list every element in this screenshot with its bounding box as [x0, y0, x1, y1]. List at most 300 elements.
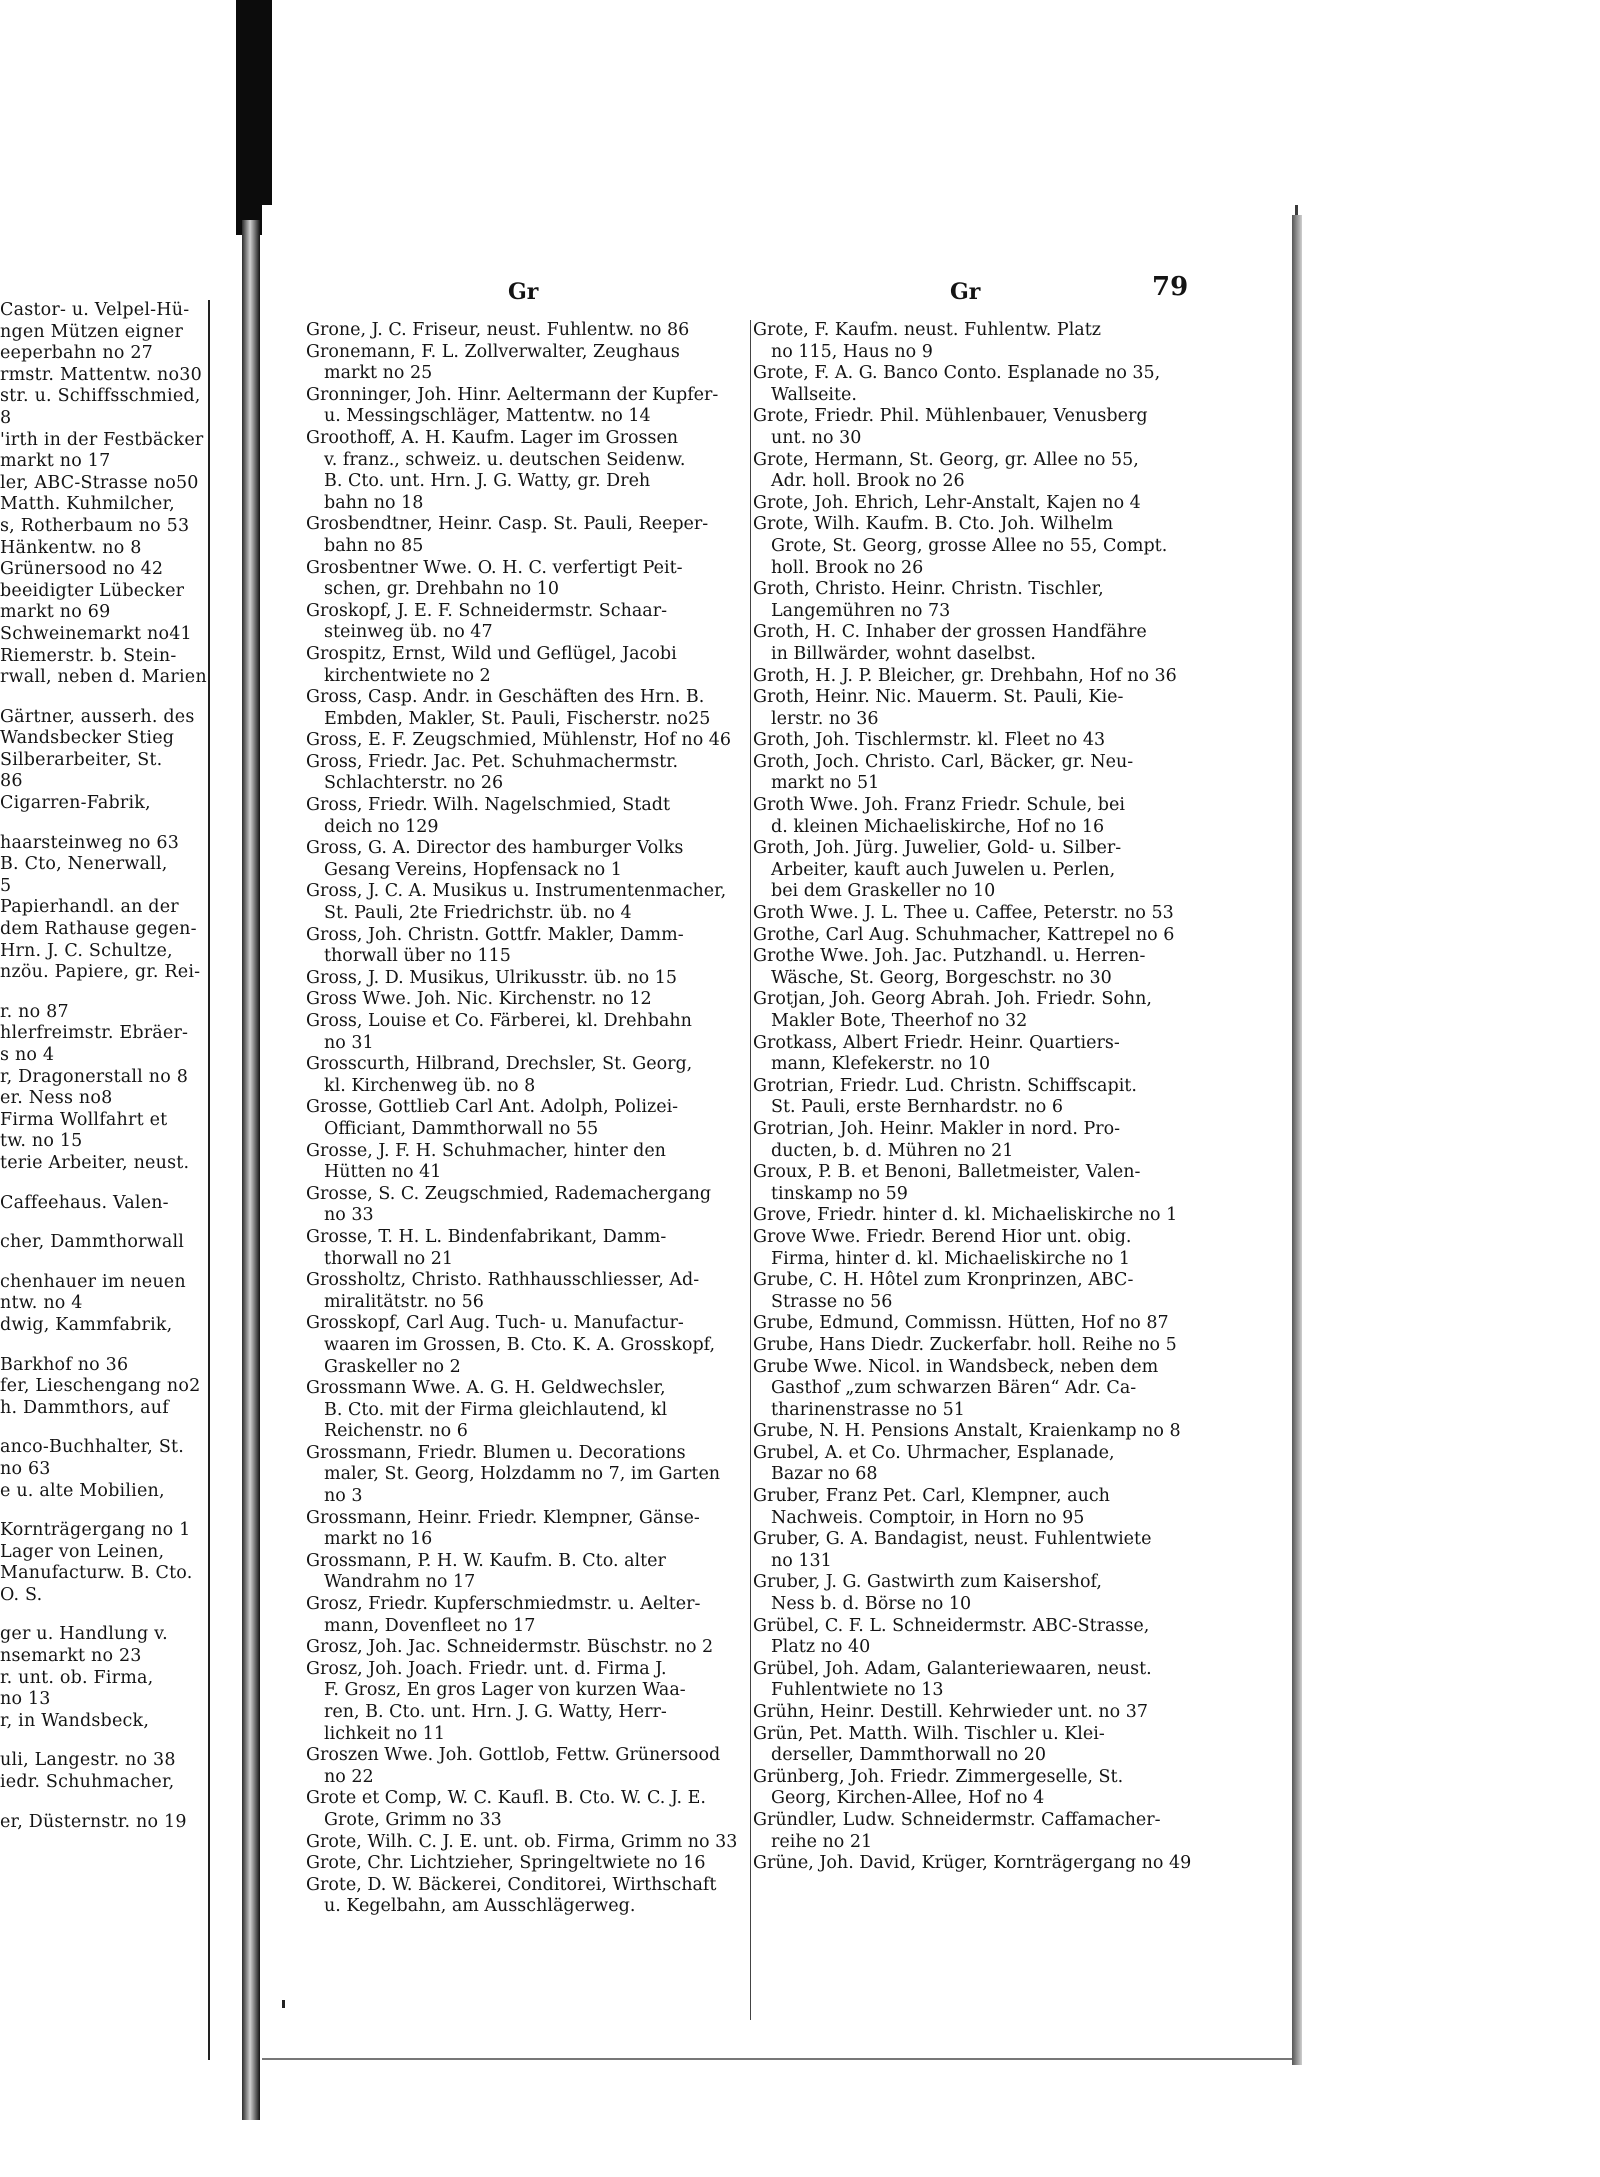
entry-name-line: Grosz, Joh. Joach. Friedr. unt. d. Firma J. — [306, 1658, 667, 1679]
entry-continuation-line: Wäsche, St. Georg, Borgeschstr. no 30 — [771, 967, 1112, 988]
entry-name-line: Grube, C. H. Hôtel zum Kronprinzen, ABC- — [753, 1270, 1134, 1291]
entry-name-line: Groth, H. C. Inhaber der grossen Handfähre — [753, 622, 1147, 643]
left-page-line: no 13 — [0, 1689, 51, 1710]
entry-continuation-line: holl. Brook no 26 — [771, 557, 924, 578]
entry-name-line: Grote, Wilh. Kaufm. B. Cto. Joh. Wilhelm — [753, 514, 1114, 535]
left-page-line — [0, 1337, 208, 1355]
entry-name-line: Gross Wwe. Joh. Nic. Kirchenstr. no 12 — [306, 989, 652, 1010]
left-page-line: anco-Buchhalter, St. — [0, 1437, 184, 1458]
entry-name-line: Grote, F. A. G. Banco Conto. Esplanade no 35, — [753, 363, 1161, 384]
left-page-line: eeperbahn no 27 — [0, 343, 154, 364]
left-page-line: Barkhof no 36 — [0, 1354, 129, 1375]
left-page-line: Wandsbecker Stieg — [0, 728, 175, 749]
left-page-line: Riemerstr. b. Stein- — [0, 645, 177, 666]
left-page-line: rwall, neben d. Marien — [0, 667, 207, 688]
left-page-line: nzöu. Papiere, gr. Rei- — [0, 962, 201, 983]
entry-continuation-line: u. Messingschläger, Mattentw. no 14 — [324, 406, 651, 427]
directory-entry — [306, 1551, 746, 1594]
left-page-line: s no 4 — [0, 1045, 55, 1065]
left-page-line: r. unt. ob. Firma, — [0, 1667, 154, 1688]
entry-continuation-line: Ness b. d. Börse no 10 — [771, 1594, 972, 1615]
left-page-line: fer, Lieschengang no2 — [0, 1376, 201, 1397]
entry-name-line: Grote, Friedr. Phil. Mühlenbauer, Venusberg — [753, 406, 1148, 427]
directory-entry — [306, 989, 746, 1011]
directory-entry — [306, 1054, 746, 1097]
left-page-line — [0, 1419, 208, 1437]
entry-continuation-line: Officiant, Dammthorwall no 55 — [324, 1118, 599, 1139]
entry-name-line: Grote et Comp, W. C. Kaufl. B. Cto. W. C. J. E. — [306, 1788, 706, 1809]
entry-continuation-line: Makler Bote, Theerhof no 32 — [771, 1011, 1028, 1031]
entry-name-line: Gross, Friedr. Jac. Pet. Schuhmachermstr. — [306, 751, 679, 772]
entry-name-line: Groth, Christo. Heinr. Christn. Tischler, — [753, 579, 1104, 600]
entry-name-line: Groth, Joh. Jürg. Juwelier, Gold- u. Silber- — [753, 838, 1122, 859]
entry-continuation-line: St. Pauli, erste Bernhardstr. no 6 — [771, 1097, 1064, 1118]
directory-entry — [306, 795, 746, 838]
directory-entry — [306, 1270, 746, 1313]
entry-name-line: Grube, Hans Diedr. Zuckerfabr. holl. Reihe no 5 — [753, 1334, 1177, 1355]
left-page-line: Hänkentw. no 8 — [0, 537, 142, 558]
entry-continuation-line: Fuhlentwiete no 13 — [771, 1680, 944, 1701]
entry-name-line: Grosse, J. F. H. Schuhmacher, hinter den — [306, 1140, 666, 1161]
entry-name-line: Grossmann, P. H. W. Kaufm. B. Cto. alter — [306, 1550, 666, 1571]
left-page-line: er. Ness no8 — [0, 1088, 113, 1109]
entry-continuation-line: steinweg üb. no 47 — [324, 622, 493, 643]
entry-name-line: Grotkass, Albert Friedr. Heinr. Quartiers- — [753, 1032, 1120, 1053]
left-page-line: Cigarren-Fabrik, — [0, 793, 151, 814]
entry-continuation-line: B. Cto. unt. Hrn. J. G. Watty, gr. Dreh — [324, 471, 651, 492]
entry-name-line: Groth Wwe. J. L. Thee u. Caffee, Peterstr. no 53 — [753, 903, 1174, 924]
directory-entry — [306, 1788, 746, 1831]
left-page-line: Kornträgergang no 1 — [0, 1520, 191, 1541]
left-page-line: markt no 69 — [0, 602, 111, 623]
entry-continuation-line: Grote, St. Georg, grosse Allee no 55, Compt. — [771, 535, 1168, 556]
left-page-line: Matth. Kuhmilcher, — [0, 494, 175, 515]
left-page-line: r. no 87 — [0, 1001, 69, 1022]
entry-continuation-line: Grote, Grimm no 33 — [324, 1809, 502, 1830]
entry-continuation-line: d. kleinen Michaeliskirche, Hof no 16 — [771, 816, 1105, 837]
directory-entry — [306, 1853, 746, 1875]
left-page-line — [0, 1732, 208, 1750]
directory-entry — [753, 752, 1194, 795]
left-page-line: iedr. Schuhmacher, — [0, 1772, 175, 1793]
directory-entry — [306, 687, 746, 730]
directory-entry — [306, 1443, 746, 1508]
entry-continuation-line: ren, B. Cto. unt. Hrn. J. G. Watty, Herr- — [324, 1702, 667, 1722]
left-page-line: Hrn. J. C. Schultze, — [0, 940, 173, 961]
directory-entry — [306, 1875, 746, 1918]
directory-entry — [306, 342, 746, 385]
directory-entry — [753, 1659, 1194, 1702]
entry-continuation-line: Platz no 40 — [771, 1637, 871, 1658]
entry-name-line: Grossmann, Friedr. Blumen u. Decorations — [306, 1442, 686, 1463]
entry-name-line: Grotjan, Joh. Georg Abrah. Joh. Friedr. Sohn, — [753, 989, 1152, 1010]
left-page-line: hlerfreimstr. Ebräer- — [0, 1023, 189, 1044]
left-page-line: Schweinemarkt no41 — [0, 623, 192, 644]
entry-name-line: Groth, Heinr. Nic. Mauerm. St. Pauli, Kie- — [753, 687, 1124, 708]
left-page-line: O. S. — [0, 1584, 43, 1605]
left-page-line: markt no 17 — [0, 451, 111, 472]
left-page-line: Firma Wollfahrt et — [0, 1109, 168, 1130]
directory-entry — [753, 363, 1194, 406]
directory-entry — [306, 514, 746, 557]
left-page-line: rmstr. Mattentw. no30 — [0, 364, 202, 385]
directory-entry — [306, 1141, 746, 1184]
entry-continuation-line: maler, St. Georg, Holzdamm no 7, im Garten — [324, 1464, 721, 1485]
directory-entry — [753, 1421, 1194, 1443]
directory-entry — [753, 450, 1194, 493]
left-page-line — [0, 1606, 208, 1624]
entry-continuation-line: F. Grosz, En gros Lager von kurzen Waa- — [324, 1680, 686, 1701]
entry-continuation-line: mann, Dovenfleet no 17 — [324, 1615, 536, 1636]
entry-continuation-line: mann, Klefekerstr. no 10 — [771, 1054, 991, 1075]
entry-continuation-line: lichkeit no 11 — [324, 1723, 446, 1744]
directory-entry — [753, 1616, 1194, 1659]
entry-name-line: Groth, Joh. Tischlermstr. kl. Fleet no 43 — [753, 730, 1106, 751]
entry-name-line: Gross, Casp. Andr. in Geschäften des Hrn. B. — [306, 687, 705, 708]
entry-continuation-line: Gesang Vereins, Hopfensack no 1 — [324, 859, 622, 880]
directory-entry — [306, 1378, 746, 1443]
entry-name-line: Groth Wwe. Joh. Franz Friedr. Schule, bei — [753, 795, 1125, 816]
directory-entry — [306, 1184, 746, 1227]
directory-entry — [306, 558, 746, 601]
entry-continuation-line: Graskeller no 2 — [324, 1356, 461, 1377]
entry-continuation-line: lerstr. no 36 — [771, 708, 879, 729]
entry-continuation-line: no 31 — [324, 1032, 374, 1053]
directory-entry — [306, 1011, 746, 1054]
entry-name-line: Grosbendtner, Heinr. Casp. St. Pauli, Reeper- — [306, 514, 709, 535]
directory-entry — [306, 1745, 746, 1788]
directory-entry — [306, 1594, 746, 1637]
entry-continuation-line: Wandrahm no 17 — [324, 1572, 476, 1593]
left-page-line: 86 — [0, 771, 23, 792]
directory-entry — [753, 1119, 1194, 1162]
directory-entry — [306, 320, 746, 342]
entry-name-line: Gruber, J. G. Gastwirth zum Kaisershof, — [753, 1572, 1102, 1593]
directory-entry — [306, 385, 746, 428]
entry-name-line: Groux, P. B. et Benoni, Balletmeister, Valen- — [753, 1162, 1141, 1183]
directory-entry — [753, 1767, 1194, 1810]
directory-entry — [753, 1270, 1194, 1313]
left-page-line: chenhauer im neuen — [0, 1271, 186, 1292]
entry-continuation-line: Arbeiter, kauft auch Juwelen u. Perlen, — [771, 859, 1116, 880]
entry-name-line: Grosse, T. H. L. Bindenfabrikant, Damm- — [306, 1226, 667, 1247]
directory-entry — [306, 1097, 746, 1140]
left-page-line — [0, 1214, 208, 1232]
directory-entry — [306, 1508, 746, 1551]
entry-name-line: Grüne, Joh. David, Krüger, Kornträgergang no 49 — [753, 1853, 1192, 1874]
directory-entry — [753, 1486, 1194, 1529]
running-header-right: Gr — [950, 279, 981, 305]
entry-continuation-line: deich no 129 — [324, 816, 439, 837]
directory-entry — [753, 1227, 1194, 1270]
entry-continuation-line: schen, gr. Drehbahn no 10 — [324, 579, 559, 600]
left-page-line: Castor- u. Velpel-Hü- — [0, 300, 190, 320]
directory-entry — [306, 1313, 746, 1378]
entry-name-line: Gross, E. F. Zeugschmied, Mühlenstr, Hof no 46 — [306, 730, 732, 751]
directory-entry — [753, 946, 1194, 989]
left-page-line: 5 — [0, 875, 12, 896]
directory-entry — [753, 1335, 1194, 1357]
entry-continuation-line: Adr. holl. Brook no 26 — [771, 471, 965, 492]
entry-continuation-line: v. franz., schweiz. u. deutschen Seidenw. — [324, 449, 686, 470]
left-page-line: ler, ABC-Strasse no50 — [0, 472, 199, 493]
left-page-line: Lager von Leinen, — [0, 1541, 165, 1562]
directory-entry — [753, 320, 1194, 363]
entry-continuation-line: reihe no 21 — [771, 1831, 873, 1852]
entry-continuation-line: tinskamp no 59 — [771, 1183, 908, 1204]
directory-entry — [753, 1033, 1194, 1076]
entry-name-line: Grossmann Wwe. A. G. H. Geldwechsler, — [306, 1378, 666, 1399]
directory-column-left — [306, 320, 746, 2020]
entry-continuation-line: bahn no 85 — [324, 535, 424, 556]
entry-name-line: Gross, J. C. A. Musikus u. Instrumentenmacher, — [306, 881, 727, 902]
left-page-line: B. Cto, Nenerwall, — [0, 854, 168, 875]
entry-name-line: Grünberg, Joh. Friedr. Zimmergeselle, St. — [753, 1766, 1124, 1787]
entry-name-line: Gründler, Ludw. Schneidermstr. Caffamacher- — [753, 1809, 1161, 1830]
directory-entry — [306, 838, 746, 881]
entry-name-line: Grubel, A. et Co. Uhrmacher, Esplanade, — [753, 1442, 1115, 1463]
entry-name-line: Grosse, S. C. Zeugschmied, Rademachergang — [306, 1183, 712, 1204]
left-page-line: r, Dragonerstall no 8 — [0, 1066, 189, 1087]
entry-name-line: Grote, F. Kaufm. neust. Fuhlentw. Platz — [753, 320, 1101, 340]
left-page-line: haarsteinweg no 63 — [0, 832, 180, 853]
left-page-line: 8 — [0, 407, 12, 428]
entry-name-line: Grothe, Carl Aug. Schuhmacher, Kattrepel no 6 — [753, 924, 1175, 945]
directory-entry — [306, 428, 746, 514]
entry-name-line: Grübel, Joh. Adam, Galanteriewaaren, neust. — [753, 1658, 1152, 1679]
directory-entry — [753, 1076, 1194, 1119]
left-page-line: uli, Langestr. no 38 — [0, 1750, 176, 1771]
left-page-line: Manufacturw. B. Cto. — [0, 1563, 193, 1584]
left-page-line: no 63 — [0, 1458, 51, 1479]
entry-name-line: Grosbentner Wwe. O. H. C. verfertigt Peit- — [306, 557, 683, 578]
entry-continuation-line: miralitätstr. no 56 — [324, 1291, 484, 1312]
directory-entry — [306, 1227, 746, 1270]
entry-name-line: Gruber, G. A. Bandagist, neust. Fuhlentwiete — [753, 1529, 1152, 1550]
entry-continuation-line: no 22 — [324, 1766, 374, 1787]
entry-name-line: Groskopf, J. E. F. Schneidermstr. Schaar- — [306, 600, 667, 621]
entry-name-line: Grün, Pet. Matth. Wilh. Tischler u. Klei- — [753, 1723, 1105, 1744]
entry-name-line: Grube, Edmund, Commissn. Hütten, Hof no 87 — [753, 1313, 1169, 1334]
directory-entry — [753, 1313, 1194, 1335]
entry-continuation-line: waaren im Grossen, B. Cto. K. A. Grosskopf, — [324, 1334, 716, 1355]
entry-name-line: Grossholtz, Christo. Rathhausschliesser, Ad- — [306, 1270, 700, 1291]
book-gutter — [242, 220, 260, 2120]
directory-entry — [306, 644, 746, 687]
entry-name-line: Grübel, C. F. L. Schneidermstr. ABC-Strasse, — [753, 1615, 1150, 1636]
entry-continuation-line: unt. no 30 — [771, 427, 862, 448]
entry-name-line: Gross, Joh. Christn. Gottfr. Makler, Damm- — [306, 924, 684, 945]
entry-continuation-line: no 33 — [324, 1205, 374, 1226]
directory-entry — [753, 1357, 1194, 1422]
entry-name-line: Gruber, Franz Pet. Carl, Klempner, auch — [753, 1486, 1110, 1507]
directory-entry — [753, 1724, 1194, 1767]
entry-continuation-line: Georg, Kirchen-Allee, Hof no 4 — [771, 1788, 1045, 1809]
page-edge-shadow — [1292, 215, 1302, 2065]
entry-name-line: Gronemann, F. L. Zollverwalter, Zeughaus — [306, 341, 680, 362]
directory-entry — [753, 1572, 1194, 1615]
entry-name-line: Grote, Hermann, St. Georg, gr. Allee no 55, — [753, 449, 1139, 470]
left-page-line: ntw. no 4 — [0, 1293, 83, 1314]
book-binding-shadow — [236, 0, 272, 235]
entry-name-line: Grotrian, Joh. Heinr. Makler in nord. Pro- — [753, 1118, 1121, 1139]
directory-entry — [753, 1529, 1194, 1572]
directory-entry — [306, 968, 746, 990]
entry-continuation-line: bahn no 18 — [324, 492, 424, 513]
directory-entry — [753, 687, 1194, 730]
directory-entry — [753, 1162, 1194, 1205]
entry-continuation-line: markt no 51 — [771, 773, 880, 794]
left-page-line — [0, 1254, 208, 1272]
entry-name-line: Grube, N. H. Pensions Anstalt, Kraienkamp no 8 — [753, 1421, 1181, 1442]
entry-continuation-line: no 131 — [771, 1550, 832, 1571]
directory-entry — [306, 601, 746, 644]
entry-continuation-line: u. Kegelbahn, am Ausschlägerweg. — [324, 1896, 636, 1917]
entry-name-line: Grove, Friedr. hinter d. kl. Michaeliskirche no 1 — [753, 1205, 1178, 1226]
directory-entry — [753, 514, 1194, 579]
entry-name-line: Gross, Friedr. Wilh. Nagelschmied, Stadt — [306, 795, 670, 816]
left-page-line: beeidigter Lübecker — [0, 580, 185, 601]
entry-name-line: Grosskopf, Carl Aug. Tuch- u. Manufactur- — [306, 1313, 684, 1334]
left-page-line: cher, Dammthorwall — [0, 1232, 185, 1253]
left-page-line: s, Rotherbaum no 53 — [0, 515, 190, 536]
directory-entry — [753, 493, 1194, 515]
left-page-line: str. u. Schiffsschmied, — [0, 386, 201, 407]
left-page-line — [0, 815, 208, 833]
left-page-line — [0, 1502, 208, 1520]
entry-continuation-line: no 115, Haus no 9 — [771, 341, 933, 362]
page-number: 79 — [1152, 272, 1189, 302]
entry-continuation-line: B. Cto. mit der Firma gleichlautend, kl — [324, 1399, 668, 1420]
entry-name-line: Grosz, Joh. Jac. Schneidermstr. Büschstr. no 2 — [306, 1637, 714, 1658]
directory-entry — [753, 1205, 1194, 1227]
entry-name-line: Gross, J. D. Musikus, Ulrikusstr. üb. no 15 — [306, 967, 678, 988]
directory-entry — [753, 730, 1194, 752]
entry-continuation-line: Bazar no 68 — [771, 1464, 878, 1485]
entry-name-line: Grospitz, Ernst, Wild und Geflügel, Jacobi — [306, 643, 677, 664]
left-page-line: dwig, Kammfabrik, — [0, 1314, 173, 1335]
entry-continuation-line: tharinenstrasse no 51 — [771, 1399, 965, 1420]
entry-continuation-line: Firma, hinter d. kl. Michaeliskirche no 1 — [771, 1248, 1130, 1269]
left-page-line: dem Rathause gegen- — [0, 919, 197, 940]
directory-entry — [306, 1659, 746, 1745]
directory-entry — [753, 666, 1194, 688]
entry-name-line: Gronninger, Joh. Hinr. Aeltermann der Kupfer- — [306, 384, 719, 405]
left-page-line — [0, 1794, 208, 1812]
left-page-line: Silberarbeiter, St. — [0, 749, 163, 770]
left-page-line: ngen Mützen eigner — [0, 321, 184, 342]
entry-continuation-line: Nachweis. Comptoir, in Horn no 95 — [771, 1507, 1085, 1528]
entry-continuation-line: thorwall über no 115 — [324, 946, 511, 967]
left-page-line — [0, 689, 208, 707]
entry-name-line: Grote, Wilh. C. J. E. unt. ob. Firma, Grimm no 33 — [306, 1831, 738, 1852]
directory-entry — [753, 838, 1194, 903]
entry-name-line: Groth, H. J. P. Bleicher, gr. Drehbahn, Hof no 36 — [753, 665, 1177, 686]
entry-name-line: Gross, Louise et Co. Färberei, kl. Drehbahn — [306, 1011, 692, 1031]
entry-continuation-line: Langemühren no 73 — [771, 600, 951, 621]
entry-name-line: Grühn, Heinr. Destill. Kehrwieder unt. no 37 — [753, 1702, 1149, 1722]
directory-entry — [306, 881, 746, 924]
entry-continuation-line: bei dem Graskeller no 10 — [771, 881, 996, 902]
entry-continuation-line: in Billwärder, wohnt daselbst. — [771, 643, 1036, 664]
entry-name-line: Grote, Chr. Lichtzieher, Springeltwiete no 16 — [306, 1853, 706, 1874]
left-page-line: e u. alte Mobilien, — [0, 1480, 165, 1501]
left-page-line: tw. no 15 — [0, 1131, 83, 1152]
directory-entry — [753, 1810, 1194, 1853]
directory-entry — [753, 1853, 1194, 1875]
directory-entry — [306, 1832, 746, 1854]
entry-name-line: Groszen Wwe. Joh. Gottlob, Fettw. Grünersood — [306, 1745, 721, 1766]
left-page-fragment — [0, 300, 210, 2060]
left-page-line: r, in Wandsbeck, — [0, 1710, 150, 1731]
directory-entry — [306, 1637, 746, 1659]
left-page-line: Gärtner, ausserh. des — [0, 706, 195, 727]
directory-entry — [306, 752, 746, 795]
entry-name-line: Grote, D. W. Bäckerei, Conditorei, Wirthschaft — [306, 1874, 717, 1895]
entry-continuation-line: kl. Kirchenweg üb. no 8 — [324, 1075, 536, 1096]
entry-continuation-line: ducten, b. d. Mühren no 21 — [771, 1140, 1014, 1161]
directory-entry — [753, 579, 1194, 622]
entry-name-line: Grosse, Gottlieb Carl Ant. Adolph, Polizei- — [306, 1097, 679, 1118]
entry-name-line: Gross, G. A. Director des hamburger Volks — [306, 838, 684, 859]
entry-continuation-line: Strasse no 56 — [771, 1291, 893, 1312]
entry-name-line: Grossmann, Heinr. Friedr. Klempner, Gänse- — [306, 1507, 700, 1528]
entry-name-line: Grosz, Friedr. Kupferschmiedmstr. u. Aelter- — [306, 1594, 701, 1615]
entry-name-line: Grosscurth, Hilbrand, Drechsler, St. Georg, — [306, 1054, 693, 1075]
left-page-line: h. Dammthors, auf — [0, 1397, 169, 1418]
directory-entry — [753, 406, 1194, 449]
left-page-line: nsemarkt no 23 — [0, 1646, 142, 1667]
entry-name-line: Grotrian, Friedr. Lud. Christn. Schiffscapit. — [753, 1075, 1137, 1096]
left-page-line: Papierhandl. an der — [0, 897, 179, 918]
directory-entry — [753, 903, 1194, 925]
left-page-line: er, Düsternstr. no 19 — [0, 1811, 187, 1832]
entry-name-line: Grove Wwe. Friedr. Berend Hior unt. obig. — [753, 1226, 1132, 1247]
left-page-line: Caffeehaus. Valen- — [0, 1192, 169, 1213]
directory-entry — [306, 925, 746, 968]
entry-continuation-line: Gasthof „zum schwarzen Bären“ Adr. Ca- — [771, 1378, 1137, 1399]
left-page-line: Grünersood no 42 — [0, 559, 164, 580]
entry-continuation-line: Wallseite. — [771, 384, 857, 405]
entry-continuation-line: no 3 — [324, 1486, 363, 1507]
entry-continuation-line: derseller, Dammthorwall no 20 — [771, 1745, 1047, 1766]
entry-continuation-line: markt no 16 — [324, 1529, 433, 1550]
entry-name-line: Grube Wwe. Nicol. in Wandsbeck, neben dem — [753, 1356, 1159, 1377]
directory-entry — [753, 1443, 1194, 1486]
entry-continuation-line: St. Pauli, 2te Friedrichstr. üb. no 4 — [324, 903, 632, 924]
margin-mark — [282, 2000, 285, 2008]
left-page-line: 'irth in der Festbäcker — [0, 429, 204, 450]
entry-continuation-line: Embden, Makler, St. Pauli, Fischerstr. no25 — [324, 708, 711, 729]
left-page-line: terie Arbeiter, neust. — [0, 1152, 190, 1173]
entry-continuation-line: Hütten no 41 — [324, 1162, 442, 1183]
left-page-line — [0, 984, 208, 1002]
left-page-line: ger u. Handlung v. — [0, 1624, 168, 1645]
directory-entry — [753, 1702, 1194, 1724]
entry-continuation-line: kirchentwiete no 2 — [324, 665, 491, 686]
entry-continuation-line: Schlachterstr. no 26 — [324, 773, 504, 794]
directory-column-right — [750, 320, 1194, 2020]
running-header-left: Gr — [508, 279, 539, 305]
left-page-line — [0, 1175, 208, 1193]
entry-name-line: Grothe Wwe. Joh. Jac. Putzhandl. u. Herren- — [753, 946, 1146, 967]
entry-name-line: Grote, Joh. Ehrich, Lehr-Anstalt, Kajen no 4 — [753, 492, 1141, 513]
entry-name-line: Groothoff, A. H. Kaufm. Lager im Grossen — [306, 427, 679, 448]
entry-continuation-line: thorwall no 21 — [324, 1248, 454, 1269]
entry-name-line: Grone, J. C. Friseur, neust. Fuhlentw. no 86 — [306, 320, 690, 340]
directory-entry — [306, 730, 746, 752]
entry-continuation-line: Reichenstr. no 6 — [324, 1421, 468, 1442]
